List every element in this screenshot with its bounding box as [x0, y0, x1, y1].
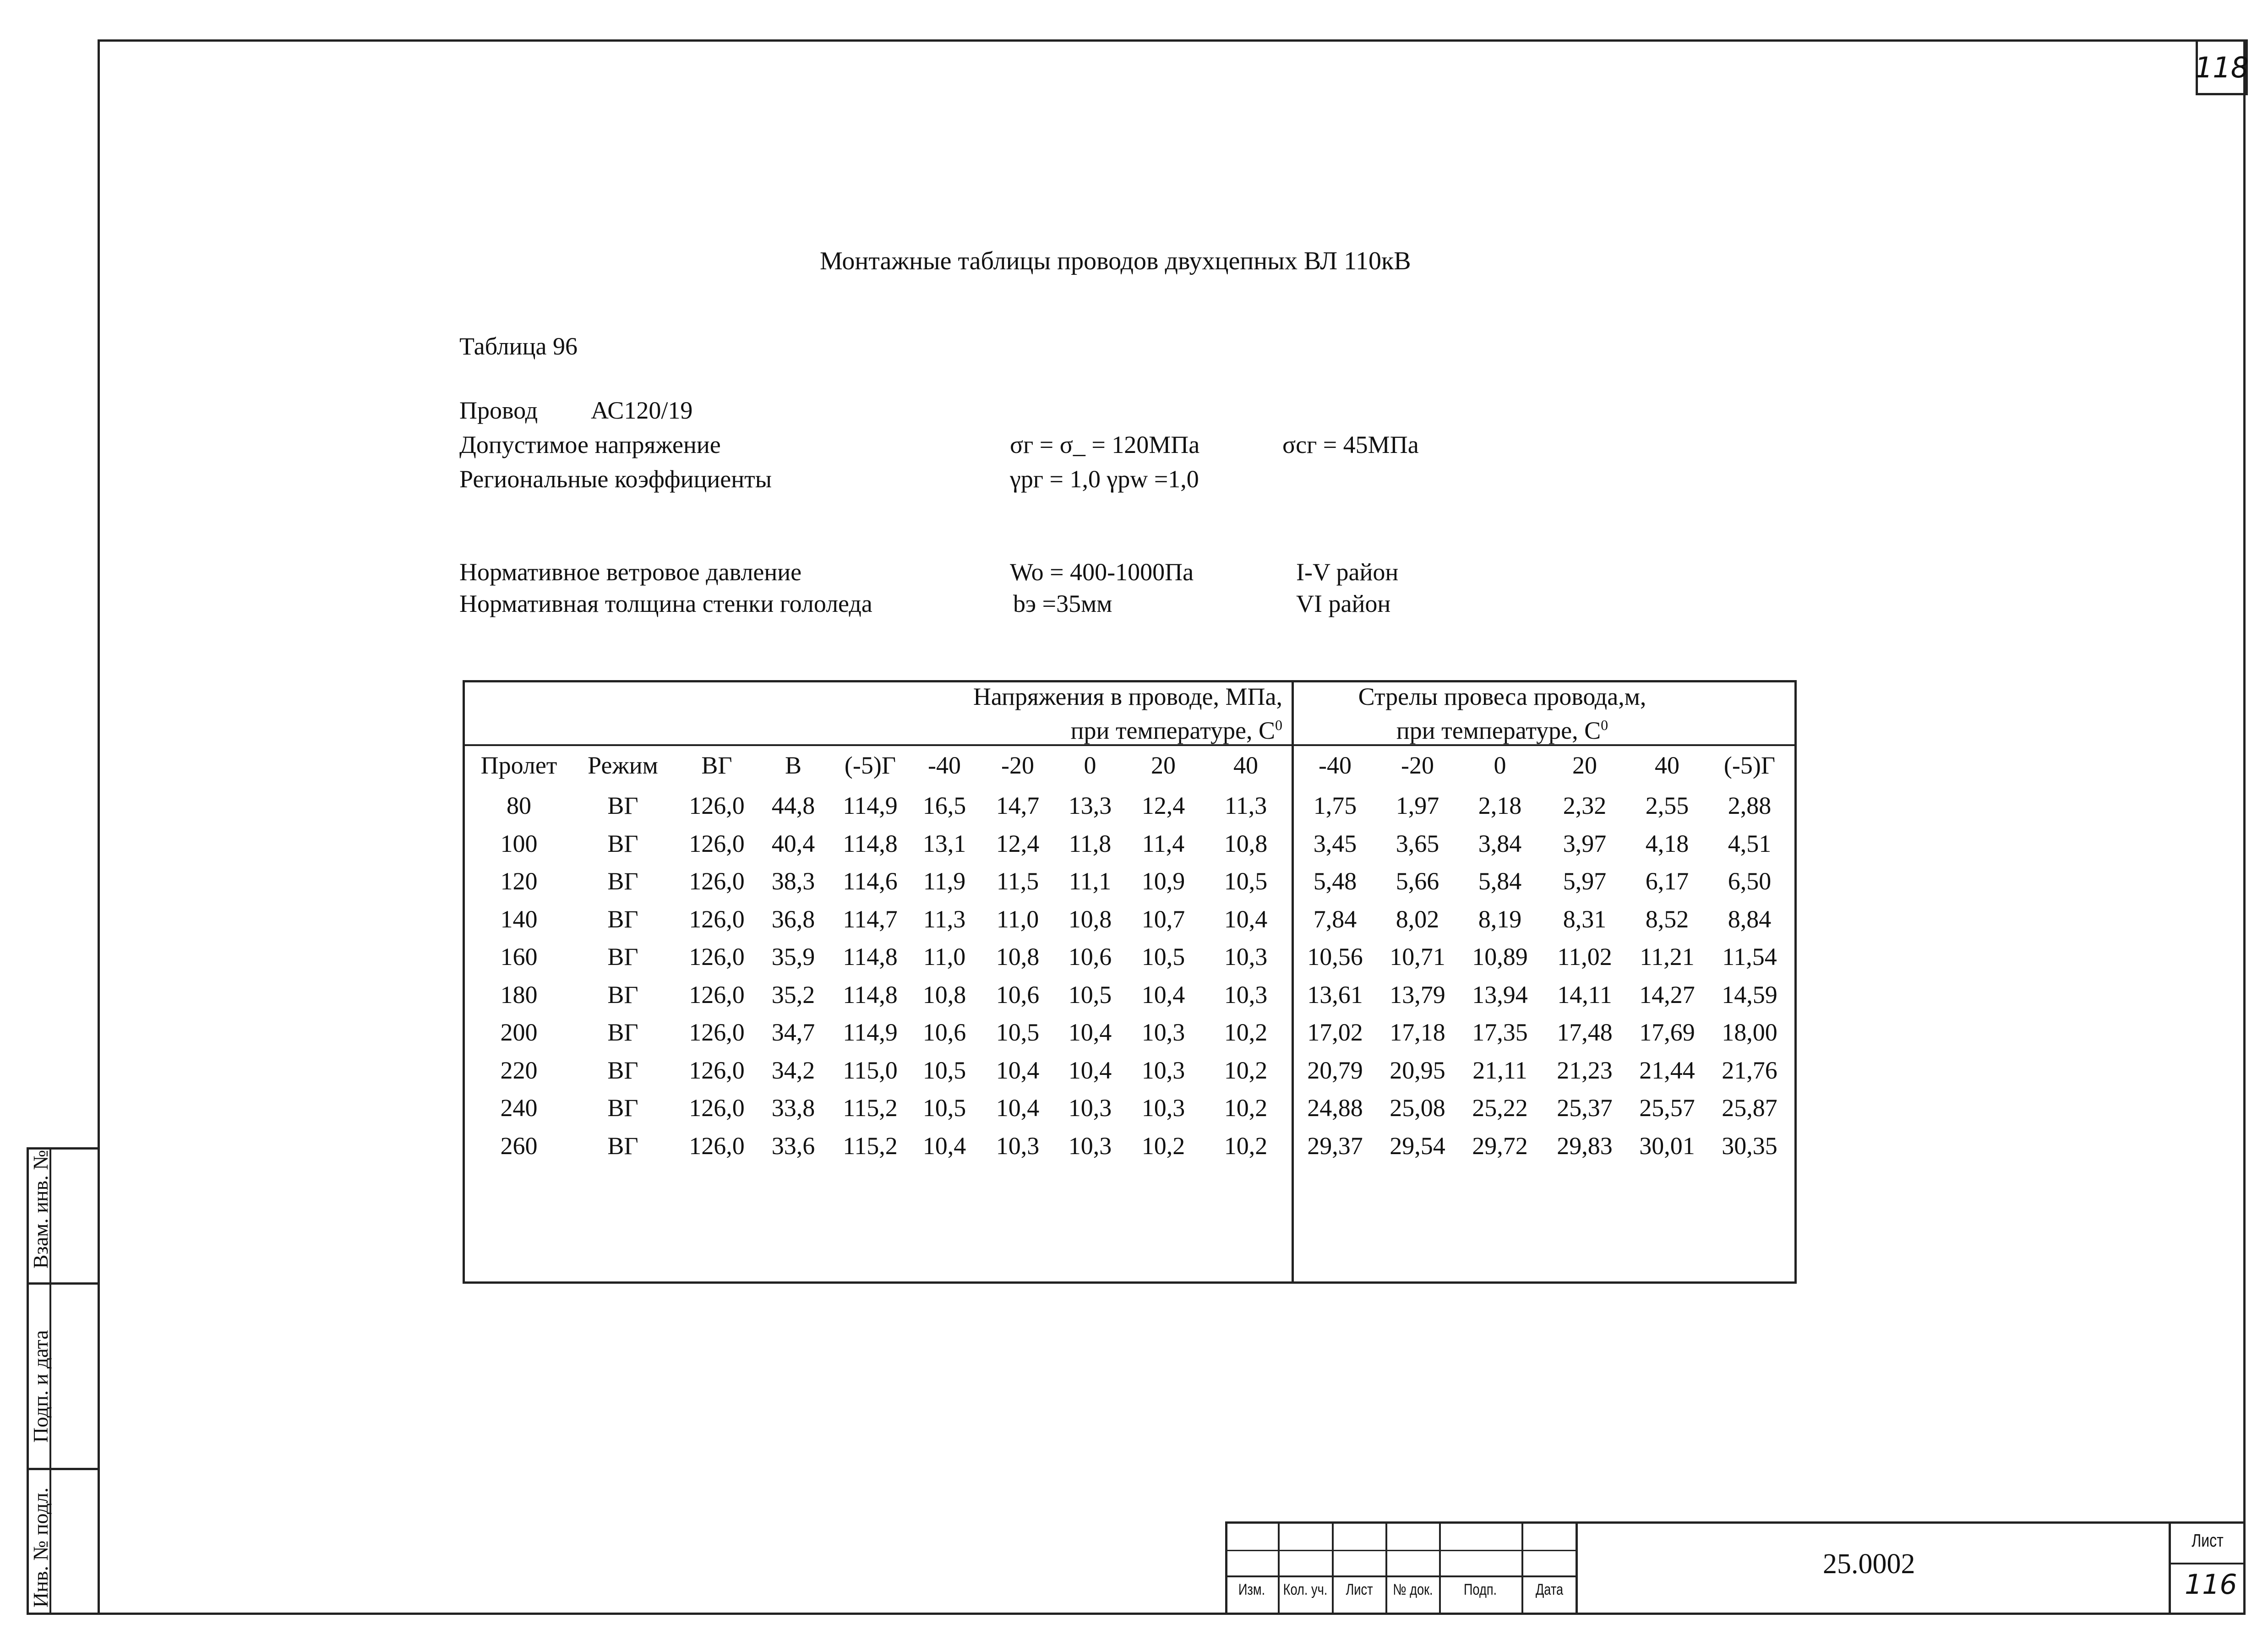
column-header: 20: [1572, 752, 1597, 779]
table-cell: 10,7: [1141, 905, 1185, 933]
table-cell: 126,0: [689, 1094, 745, 1122]
table-cell: 10,8: [1224, 829, 1268, 857]
table-cell: 12,4: [996, 829, 1040, 857]
table-cell: 100: [500, 829, 538, 857]
regional-label: Региональные коэффициенты: [459, 465, 772, 493]
table-cell: 20,95: [1390, 1056, 1445, 1084]
table-cell: 10,6: [1068, 943, 1112, 970]
allowed-stress-label: Допустимое напряжение: [459, 431, 721, 458]
table-divider: [1292, 680, 1294, 1284]
table-cell: 24,88: [1307, 1094, 1363, 1122]
table-cell: 11,02: [1557, 943, 1612, 970]
table-cell: ВГ: [607, 981, 638, 1008]
table-cell: 10,4: [996, 1056, 1040, 1084]
table-cell: 11,1: [1069, 867, 1112, 895]
table-cell: 2,32: [1563, 792, 1607, 819]
table-cell: 220: [500, 1056, 538, 1084]
table-cell: 10,89: [1472, 943, 1528, 970]
left-stamp-rule: [27, 1468, 98, 1470]
wind-label: Нормативное ветровое давление: [459, 558, 802, 586]
table-cell: 10,5: [1068, 981, 1112, 1008]
table-cell: 5,48: [1313, 867, 1357, 895]
table-cell: 21,76: [1722, 1056, 1777, 1084]
table-cell: 115,2: [843, 1094, 898, 1122]
table-cell: 10,71: [1390, 943, 1445, 970]
table-cell: 7,84: [1313, 905, 1357, 933]
table-cell: 21,11: [1472, 1056, 1527, 1084]
table-cell: 14,27: [1639, 981, 1695, 1008]
table-cell: 10,2: [1224, 1132, 1268, 1160]
table-cell: 35,9: [771, 943, 815, 970]
table-cell: 10,3: [1068, 1132, 1112, 1160]
table-cell: 11,0: [923, 943, 966, 970]
table-cell: 13,3: [1068, 792, 1112, 819]
table-cell: 10,3: [1141, 1019, 1185, 1046]
table-cell: 11,4: [1142, 829, 1185, 857]
title-block-col: [1521, 1521, 1523, 1615]
table-cell: 8,31: [1563, 905, 1607, 933]
table-cell: 114,7: [843, 905, 898, 933]
group-header-stress-line2: при температуре, $С^0$: [1070, 717, 1282, 744]
tb-label-sign: Подп.: [1463, 1581, 1497, 1598]
table-cell: 10,56: [1307, 943, 1363, 970]
title-block-rule: [2169, 1563, 2246, 1564]
table-cell: 3,84: [1478, 829, 1522, 857]
table-cell: 114,6: [843, 867, 898, 895]
table-cell: 11,3: [1224, 792, 1267, 819]
wind-value: Wo = 400-1000Па: [1010, 558, 1194, 586]
table-cell: 14,59: [1722, 981, 1777, 1008]
table-cell: 25,57: [1639, 1094, 1695, 1122]
table-cell: 29,37: [1307, 1132, 1363, 1160]
left-stamp-inv: Инв. № подл.: [29, 1487, 52, 1608]
table-cell: 13,94: [1472, 981, 1528, 1008]
regional-formula: γрг = 1,0 γpw =1,0: [1010, 465, 1199, 493]
column-header: В: [785, 752, 802, 779]
table-cell: 13,61: [1307, 981, 1363, 1008]
column-header: (-5)Г: [1723, 752, 1776, 779]
table-cell: 10,5: [922, 1056, 966, 1084]
column-header: -40: [928, 752, 961, 779]
table-cell: 140: [500, 905, 538, 933]
table-cell: 10,3: [1068, 1094, 1112, 1122]
table-cell: 14,11: [1557, 981, 1612, 1008]
column-header: ВГ: [701, 752, 732, 779]
ice-region: VI район: [1296, 590, 1391, 617]
group-header-sag-line1: Стрелы провеса провода,м,: [1358, 683, 1646, 710]
table-cell: ВГ: [607, 829, 638, 857]
table-cell: 10,2: [1224, 1094, 1268, 1122]
tb-label-date: Дата: [1535, 1581, 1564, 1598]
table-cell: 30,35: [1722, 1132, 1777, 1160]
table-cell: 126,0: [689, 1019, 745, 1046]
table-cell: 5,66: [1396, 867, 1439, 895]
table-cell: 10,5: [996, 1019, 1040, 1046]
table-cell: 13,1: [922, 829, 966, 857]
table-cell: 29,72: [1472, 1132, 1528, 1160]
table-cell: 11,0: [996, 905, 1039, 933]
table-cell: 10,4: [1068, 1056, 1112, 1084]
column-header: 20: [1151, 752, 1176, 779]
title-block-col: [1439, 1521, 1441, 1615]
table-cell: 8,84: [1728, 905, 1772, 933]
ice-value: bэ =35мм: [1013, 590, 1112, 617]
table-cell: 25,87: [1722, 1094, 1777, 1122]
table-cell: 4,51: [1728, 829, 1772, 857]
sheet-number-top: 118: [2196, 39, 2248, 95]
table-cell: 1,75: [1313, 792, 1357, 819]
table-cell: 126,0: [689, 943, 745, 970]
table-cell: 40,4: [771, 829, 815, 857]
page-title: Монтажные таблицы проводов двухцепных ВЛ 110кВ: [820, 247, 1411, 275]
table-cell: 17,02: [1307, 1019, 1363, 1046]
table-cell: 11,54: [1722, 943, 1777, 970]
table-cell: 10,2: [1224, 1019, 1268, 1046]
tb-label-list: Лист: [1346, 1581, 1373, 1598]
table-cell: 12,4: [1141, 792, 1185, 819]
table-cell: 2,55: [1645, 792, 1689, 819]
table-cell: ВГ: [607, 1056, 638, 1084]
table-cell: 6,17: [1645, 867, 1689, 895]
table-cell: 200: [500, 1019, 538, 1046]
table-cell: ВГ: [607, 943, 638, 970]
table-cell: 11,21: [1640, 943, 1695, 970]
left-stamp-rule: [27, 1282, 98, 1285]
table-cell: 8,19: [1478, 905, 1522, 933]
table-cell: ВГ: [607, 1019, 638, 1046]
column-header: 40: [1233, 752, 1258, 779]
title-block-col: [2169, 1521, 2171, 1615]
table-cell: 114,9: [843, 792, 898, 819]
table-cell: 10,5: [1141, 943, 1185, 970]
group-header-stress: [870, 682, 1282, 745]
table-cell: 11,9: [923, 867, 966, 895]
table-cell: 21,23: [1557, 1056, 1613, 1084]
table-cell: 8,52: [1645, 905, 1689, 933]
table-cell: 16,5: [922, 792, 966, 819]
table-cell: ВГ: [607, 792, 638, 819]
table-cell: ВГ: [607, 1094, 638, 1122]
table-cell: ВГ: [607, 1132, 638, 1160]
allowed-stress-formula2: σсг = 45МПа: [1282, 431, 1419, 458]
allowed-stress-formula: σг = σ_ = 120МПа: [1010, 431, 1200, 458]
table-cell: 10,5: [922, 1094, 966, 1122]
title-block-col: [1385, 1521, 1387, 1615]
table-cell: 126,0: [689, 981, 745, 1008]
table-cell: 25,08: [1390, 1094, 1445, 1122]
sheet-label: Лист: [2192, 1531, 2224, 1551]
title-block-top: [1225, 1521, 2246, 1524]
table-cell: 2,88: [1728, 792, 1772, 819]
table-cell: 10,4: [1141, 981, 1185, 1008]
table-cell: 240: [500, 1094, 538, 1122]
table-cell: 126,0: [689, 792, 745, 819]
column-header: Пролет: [480, 752, 557, 779]
table-cell: 3,45: [1313, 829, 1357, 857]
table-cell: 10,4: [1068, 1019, 1112, 1046]
left-stamp-repl: Взам. инв. №: [29, 1150, 52, 1269]
ice-label: Нормативная толщина стенки гололеда: [459, 590, 872, 617]
title-block-col: [1278, 1521, 1280, 1615]
table-cell: 126,0: [689, 829, 745, 857]
table-cell: 29,54: [1390, 1132, 1445, 1160]
table-cell: 11,5: [996, 867, 1039, 895]
table-cell: 11,3: [923, 905, 966, 933]
table-cell: 10,2: [1141, 1132, 1185, 1160]
table-cell: ВГ: [607, 867, 638, 895]
table-cell: 10,3: [1141, 1094, 1185, 1122]
table-cell: 10,3: [1224, 981, 1268, 1008]
title-block-col: [1332, 1521, 1334, 1615]
table-cell: 114,8: [843, 829, 898, 857]
table-cell: 8,02: [1396, 905, 1439, 933]
column-header: (-5)Г: [844, 752, 896, 779]
column-header: Режим: [588, 752, 658, 779]
table-cell: 13,79: [1390, 981, 1445, 1008]
column-header: 0: [1494, 752, 1506, 779]
wind-region: I-V район: [1296, 558, 1399, 586]
table-cell: 36,8: [771, 905, 815, 933]
table-cell: 10,9: [1141, 867, 1185, 895]
table-cell: 180: [500, 981, 538, 1008]
table-cell: 126,0: [689, 867, 745, 895]
table-cell: ВГ: [607, 905, 638, 933]
table-cell: 20,79: [1307, 1056, 1363, 1084]
table-cell: 10,3: [1141, 1056, 1185, 1084]
table-cell: 11,8: [1069, 829, 1112, 857]
tb-label-izm: Изм.: [1238, 1581, 1265, 1598]
table-cell: 1,97: [1396, 792, 1439, 819]
table-cell: 260: [500, 1132, 538, 1160]
table-cell: 34,7: [771, 1019, 815, 1046]
table-cell: 18,00: [1722, 1019, 1777, 1046]
table-cell: 80: [507, 792, 531, 819]
table-cell: 33,8: [771, 1094, 815, 1122]
table-cell: 21,44: [1639, 1056, 1695, 1084]
table-cell: 4,18: [1645, 829, 1689, 857]
column-header: 0: [1084, 752, 1096, 779]
table-cell: 10,3: [996, 1132, 1040, 1160]
document-code: 25.0002: [1823, 1548, 1915, 1580]
table-cell: 17,69: [1639, 1019, 1695, 1046]
table-cell: 10,8: [922, 981, 966, 1008]
table-cell: 2,18: [1478, 792, 1522, 819]
table-cell: 17,18: [1390, 1019, 1445, 1046]
table-cell: 10,2: [1224, 1056, 1268, 1084]
table-cell: 10,8: [996, 943, 1040, 970]
table-cell: 115,0: [843, 1056, 898, 1084]
group-header-stress-line1: Напряжения в проводе, МПа,: [973, 683, 1282, 710]
table-cell: 34,2: [771, 1056, 815, 1084]
table-cell: 10,4: [922, 1132, 966, 1160]
table-cell: 17,48: [1557, 1019, 1613, 1046]
table-label: Таблица 96: [459, 332, 578, 360]
title-block-left: [1225, 1521, 1227, 1615]
table-cell: 25,22: [1472, 1094, 1528, 1122]
table-cell: 10,6: [996, 981, 1040, 1008]
table-cell: 25,37: [1557, 1094, 1613, 1122]
table-cell: 10,4: [996, 1094, 1040, 1122]
table-cell: 14,7: [996, 792, 1040, 819]
table-cell: 10,3: [1224, 943, 1268, 970]
sheet-number: 116: [2185, 1569, 2237, 1601]
column-header: 40: [1655, 752, 1679, 779]
table-cell: 29,83: [1557, 1132, 1613, 1160]
table-cell: 126,0: [689, 1056, 745, 1084]
wire-value: АС120/19: [591, 397, 693, 424]
table-cell: 160: [500, 943, 538, 970]
wire-label: Провод: [459, 397, 538, 424]
table-cell: 115,2: [843, 1132, 898, 1160]
column-header: -20: [1001, 752, 1034, 779]
table-cell: 5,84: [1478, 867, 1522, 895]
column-header: -40: [1319, 752, 1352, 779]
table-cell: 33,6: [771, 1132, 815, 1160]
tb-label-kol: Кол. уч.: [1283, 1581, 1328, 1598]
table-cell: 10,8: [1068, 905, 1112, 933]
table-cell: 30,01: [1639, 1132, 1695, 1160]
column-header: -20: [1401, 752, 1434, 779]
table-cell: 114,9: [843, 1019, 898, 1046]
table-cell: 5,97: [1563, 867, 1607, 895]
table-cell: 3,65: [1396, 829, 1439, 857]
tb-label-doc: № док.: [1393, 1581, 1433, 1598]
table-cell: 10,6: [922, 1019, 966, 1046]
table-cell: 114,8: [843, 981, 898, 1008]
table-cell: 126,0: [689, 1132, 745, 1160]
table-cell: 44,8: [771, 792, 815, 819]
group-header-sag-line2: при температуре, $С^0$: [1396, 717, 1608, 744]
table-cell: 10,5: [1224, 867, 1268, 895]
table-cell: 120: [500, 867, 538, 895]
title-block-col: [1576, 1521, 1578, 1615]
left-stamp-sign: Подп. и дата: [29, 1330, 52, 1443]
table-cell: 17,35: [1472, 1019, 1528, 1046]
table-cell: 114,8: [843, 943, 898, 970]
table-cell: 6,50: [1728, 867, 1772, 895]
table-cell: 10,4: [1224, 905, 1268, 933]
table-cell: 38,3: [771, 867, 815, 895]
table-cell: 126,0: [689, 905, 745, 933]
table-cell: 3,97: [1563, 829, 1607, 857]
table-cell: 35,2: [771, 981, 815, 1008]
group-header-sag: [1296, 682, 1708, 745]
